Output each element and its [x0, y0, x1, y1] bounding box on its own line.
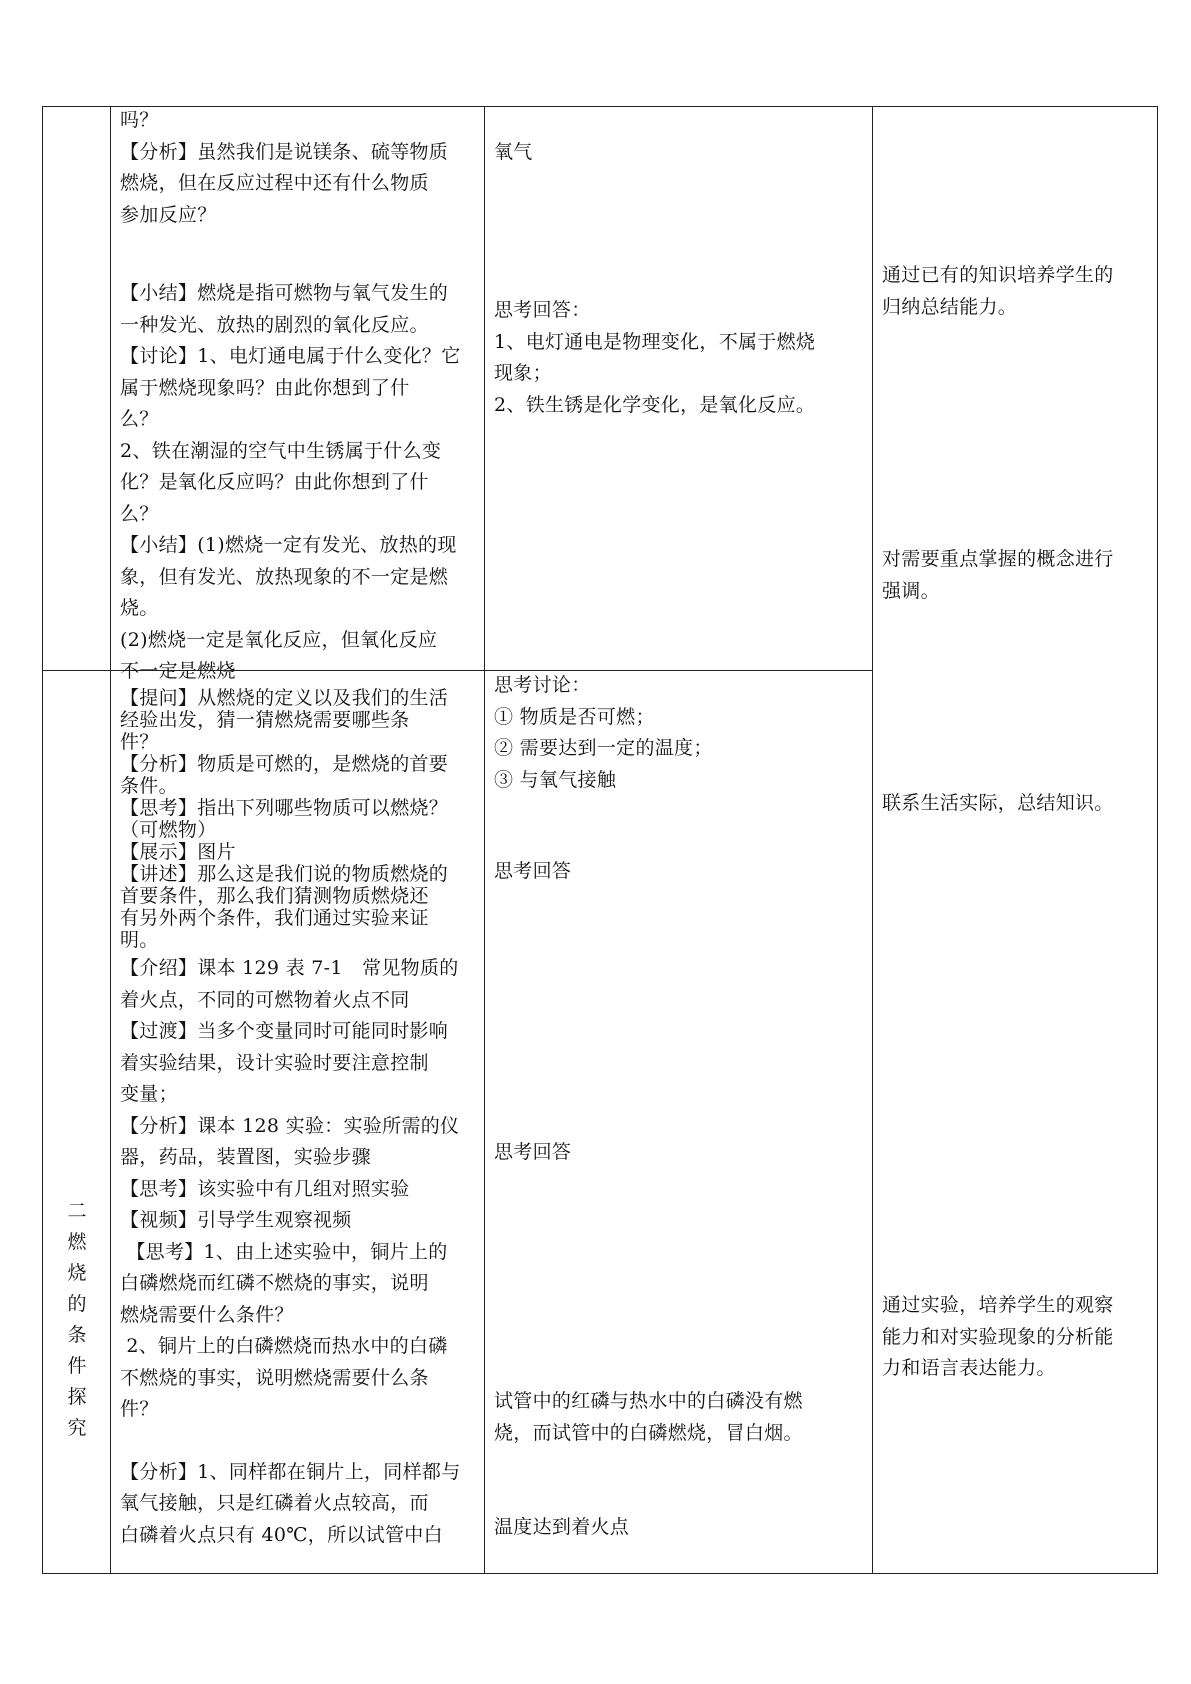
teacher-line: 器，药品，装置图，实验步骤: [120, 1146, 371, 1168]
teacher-line: 吗？: [120, 109, 159, 131]
student-observation-line: 烧，而试管中的白磷燃烧，冒白烟。: [494, 1421, 803, 1444]
teacher-line: 【思考】1、由上述实验中，铜片上的: [120, 1240, 448, 1263]
student-answer: 思考回答: [494, 1141, 572, 1163]
stage-char: 二: [67, 1200, 87, 1222]
teacher-line: 【小结】(1)燃烧一定有发光、放热的现: [120, 534, 457, 556]
teacher-activity-cell-1: [120, 105, 480, 688]
student-observation-line: 试管中的红磷与热水中的白磷没有燃: [494, 1390, 803, 1412]
teacher-line: 【展示】图片: [120, 841, 236, 863]
teacher-line: 【介绍】课本 129 表 7-1 常见物质的: [120, 957, 459, 979]
intent-line: 通过实验，培养学生的观察: [882, 1294, 1114, 1316]
teacher-line: 着实验结果，设计实验时要注意控制: [120, 1051, 429, 1074]
teacher-line: 【思考】该实验中有几组对照实验: [120, 1177, 410, 1200]
teacher-line: 【过渡】当多个变量同时可能同时影响: [120, 1020, 449, 1042]
intent-line: 联系生活实际，总结知识。: [882, 792, 1114, 814]
condition-item: ③ 与氧气接触: [494, 768, 617, 791]
teacher-line: 白磷着火点只有 40℃，所以试管中白: [120, 1523, 443, 1546]
teacher-line: 2、铜片上的白磷燃烧而热水中的白磷: [120, 1335, 448, 1357]
teacher-activity-cell-2: [120, 953, 480, 1551]
teacher-line: 【分析】虽然我们是说镁条、硫等物质: [120, 140, 449, 163]
spacer: [120, 1426, 480, 1457]
teacher-line: 【小结】燃烧是指可燃物与氧气发生的: [120, 282, 449, 304]
teacher-line: 么？: [120, 408, 159, 430]
teacher-line: 白磷燃烧而红磷不燃烧的事实，说明: [120, 1272, 429, 1294]
intent-line: 能力和对实验现象的分析能: [882, 1325, 1114, 1348]
teacher-line: 件？: [120, 731, 159, 753]
teacher-line: 不一定是燃烧: [120, 660, 236, 682]
column-divider-1: [110, 106, 111, 1574]
student-answer-line: 现象；: [494, 362, 552, 384]
teacher-line: 有另外两个条件，我们通过实验来证: [120, 907, 429, 929]
intent-line: 归纳总结能力。: [882, 295, 1018, 318]
student-answer-line: 2、铁生锈是化学变化，是氧化反应。: [494, 393, 816, 416]
teacher-line: 着火点，不同的可燃物着火点不同: [120, 988, 410, 1011]
design-intent-cell: [882, 0, 1154, 1574]
teacher-line: 象，但有发光、放热现象的不一定是燃: [120, 565, 449, 588]
teacher-line: 化？是氧化反应吗？由此你想到了什: [120, 471, 429, 493]
teacher-line: 经验出发，猜一猜燃烧需要哪些条: [120, 709, 410, 731]
stage-char: 烧: [67, 1262, 87, 1284]
table-border-left: [42, 106, 43, 1574]
intent-line: 强调。: [882, 579, 940, 602]
teacher-line: 明。: [120, 929, 159, 951]
spacer: [120, 262, 480, 278]
column-divider-2: [484, 106, 485, 1574]
teacher-line: 【分析】1、同样都在铜片上，同样都与: [120, 1460, 461, 1483]
teacher-line: 不燃烧的事实，说明燃烧需要什么条: [120, 1366, 429, 1389]
teacher-line: 件？: [120, 1398, 159, 1420]
stage-char: 究: [67, 1417, 87, 1439]
student-answer: 思考回答: [494, 860, 572, 882]
table-border-right: [1157, 106, 1158, 1574]
teacher-activity-cell-2-dense: [120, 687, 480, 951]
teacher-line: 变量；: [120, 1083, 178, 1105]
teacher-line: 条件。: [120, 775, 178, 797]
teacher-line: 参加反应？: [120, 203, 217, 226]
teacher-line: 【分析】课本 128 实验：实验所需的仪: [120, 1114, 460, 1137]
teacher-line: 首要条件，那么我们猜测物质燃烧还: [120, 885, 429, 907]
spacer: [120, 231, 480, 262]
intent-line: 力和语言表达能力。: [882, 1357, 1056, 1379]
student-answer-line: 1、电灯通电是物理变化，不属于燃烧: [494, 330, 816, 353]
student-activity-cell-2: [494, 0, 866, 1574]
teacher-line: (2)燃烧一定是氧化反应，但氧化反应: [120, 628, 438, 651]
teacher-line: 氧气接触，只是红磷着火点较高，而: [120, 1492, 429, 1514]
stage-char: 燃: [67, 1231, 87, 1253]
teacher-line: 【思考】指出下列哪些物质可以燃烧？: [120, 797, 449, 819]
teacher-line: 烧。: [120, 597, 159, 619]
teacher-line: 【视频】引导学生观察视频: [120, 1209, 352, 1231]
stage-char: 件: [67, 1355, 87, 1377]
column-divider-3: [872, 106, 873, 1574]
teacher-line: 么？: [120, 502, 159, 525]
teacher-line: （可燃物）: [120, 819, 217, 841]
stage-char: 条: [67, 1324, 87, 1346]
stage-label: [44, 1196, 110, 1444]
teacher-line: 一种发光、放热的剧烈的氧化反应。: [120, 313, 429, 336]
teacher-line: 2、铁在潮湿的空气中生锈属于什么变: [120, 439, 442, 462]
student-answer-title: 思考回答：: [494, 299, 591, 321]
student-discuss-title: 思考讨论：: [494, 674, 591, 696]
stage-char: 探: [67, 1386, 87, 1408]
teacher-line: 【讨论】1、电灯通电属于什么变化？它: [120, 345, 461, 367]
teacher-line: 属于燃烧现象吗？由此你想到了什: [120, 376, 410, 399]
teacher-line: 【讲述】那么这是我们说的物质燃烧的: [120, 863, 449, 885]
student-answer-oxygen: 氧气: [494, 141, 533, 163]
teacher-line: 【提问】从燃烧的定义以及我们的生活: [120, 687, 449, 709]
condition-item: ① 物质是否可燃；: [494, 705, 655, 728]
intent-line: 通过已有的知识培养学生的: [882, 264, 1114, 286]
condition-item: ② 需要达到一定的温度；: [494, 737, 713, 759]
student-conclusion: 温度达到着火点: [494, 1516, 630, 1538]
intent-line: 对需要重点掌握的概念进行: [882, 548, 1114, 570]
teacher-line: 【分析】物质是可燃的，是燃烧的首要: [120, 753, 449, 775]
stage-char: 的: [67, 1293, 87, 1315]
teacher-line: 燃烧，但在反应过程中还有什么物质: [120, 172, 429, 194]
teacher-line: 燃烧需要什么条件？: [120, 1303, 294, 1326]
